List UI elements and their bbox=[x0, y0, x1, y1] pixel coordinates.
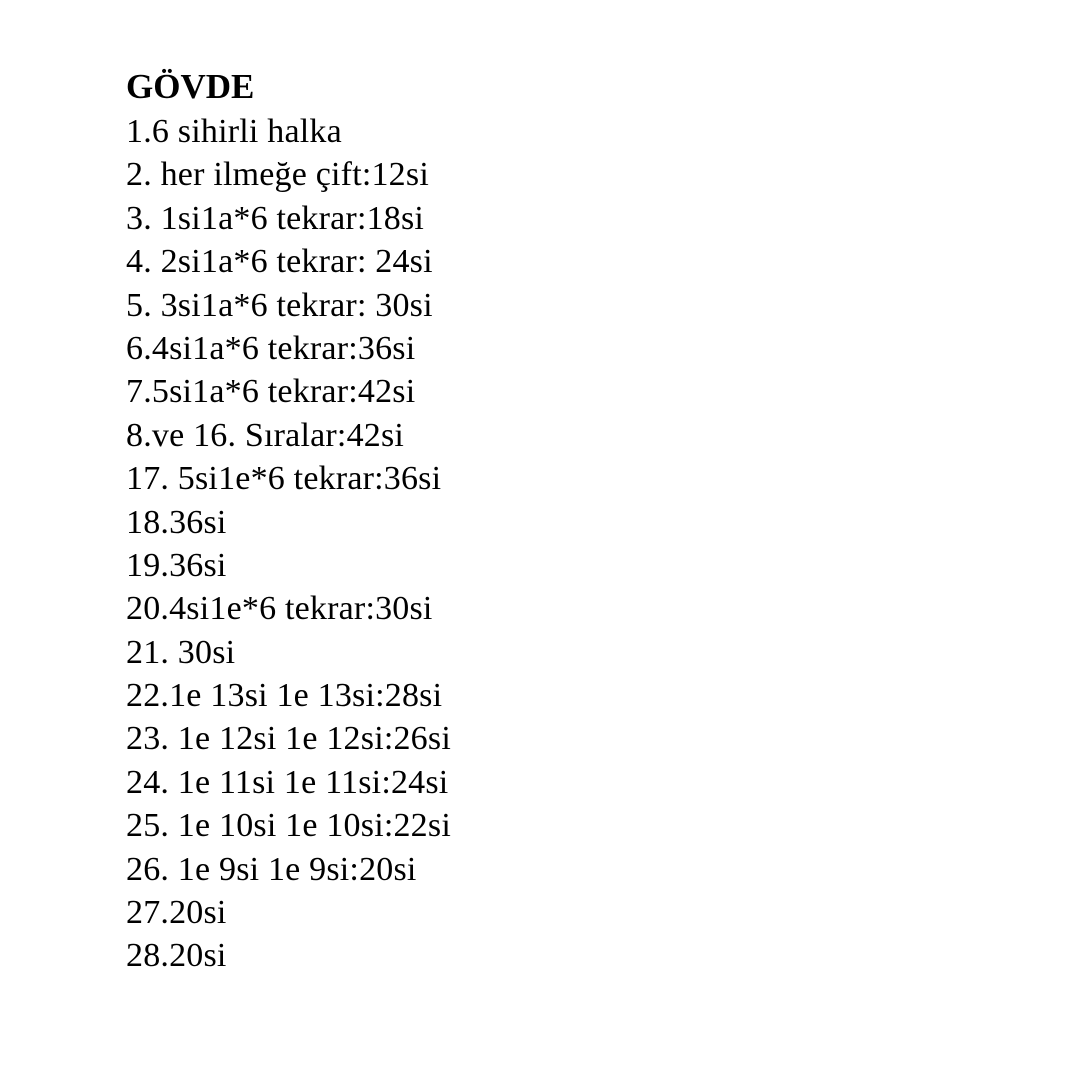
pattern-text bbox=[126, 64, 451, 978]
instruction-line: 25. 1e 10si 1e 10si:22si bbox=[126, 807, 451, 845]
instruction-line: 22.1e 13si 1e 13si:28si bbox=[126, 677, 443, 715]
instruction-line: 5. 3si1a*6 tekrar: 30si bbox=[126, 286, 433, 324]
section-title: GÖVDE bbox=[126, 67, 255, 106]
instruction-line: 8.ve 16. Sıralar:42si bbox=[126, 416, 405, 454]
instruction-line: 7.5si1a*6 tekrar:42si bbox=[126, 373, 416, 411]
instruction-line: 28.20si bbox=[126, 937, 227, 975]
instruction-line: 17. 5si1e*6 tekrar:36si bbox=[126, 460, 442, 498]
instruction-line: 24. 1e 11si 1e 11si:24si bbox=[126, 763, 449, 801]
instruction-list bbox=[126, 110, 451, 978]
instruction-line: 3. 1si1a*6 tekrar:18si bbox=[126, 199, 425, 237]
instruction-line: 26. 1e 9si 1e 9si:20si bbox=[126, 850, 417, 888]
instruction-line: 19.36si bbox=[126, 546, 227, 584]
instruction-line: 18.36si bbox=[126, 503, 227, 541]
instruction-line: 23. 1e 12si 1e 12si:26si bbox=[126, 720, 451, 758]
instruction-line: 4. 2si1a*6 tekrar: 24si bbox=[126, 243, 433, 281]
instruction-line: 27.20si bbox=[126, 894, 227, 932]
instruction-line: 6.4si1a*6 tekrar:36si bbox=[126, 329, 416, 367]
instruction-line: 1.6 sihirli halka bbox=[126, 113, 342, 150]
instruction-line: 2. her ilmeğe çift:12si bbox=[126, 156, 429, 194]
instruction-line: 20.4si1e*6 tekrar:30si bbox=[126, 590, 433, 628]
instruction-line: 21. 30si bbox=[126, 633, 236, 671]
